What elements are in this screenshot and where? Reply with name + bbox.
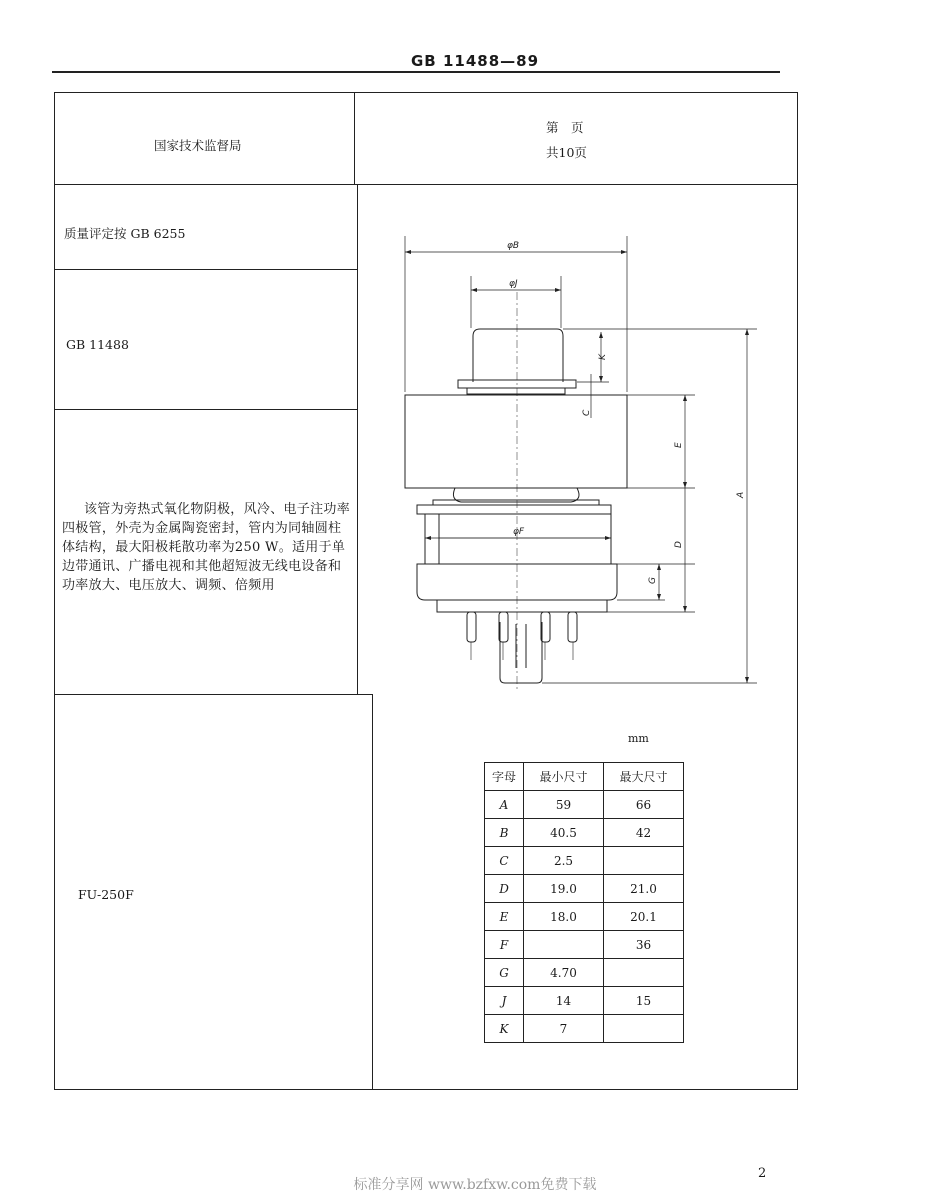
left-row-divider-2: [54, 409, 358, 410]
total-pages: 共10页: [546, 145, 587, 160]
row-letter: F: [485, 931, 524, 959]
row-letter: G: [485, 959, 524, 987]
table-row: [485, 819, 684, 847]
table-row: [485, 931, 684, 959]
row-max: 42: [604, 819, 684, 847]
tube-description: 该管为旁热式氧化物阴极，风冷、电子注功率四极管，外壳为金属陶瓷密封，管内为同轴圆柱体结构，最大阳极耗散功率为250 W。适用于单边带通讯、广播电视和其他超短波无线电设备和功率放大、电压放大、调频、倍频用: [62, 502, 351, 593]
authority-label: 国家技术监督局: [154, 138, 242, 153]
header-row-divider: [54, 184, 798, 185]
table-row: [485, 987, 684, 1015]
row-min: 14: [524, 987, 604, 1015]
watermark-footer: 标准分享网 www.bzfxw.com免费下载: [353, 1177, 597, 1193]
dim-label-G: G: [648, 577, 658, 584]
dim-label-D: D: [674, 541, 684, 548]
dim-label-A: A: [736, 491, 746, 498]
row-max: 20.1: [604, 903, 684, 931]
column-divider-lower: [357, 184, 358, 694]
row-min: 2.5: [524, 847, 604, 875]
page-label: 第 页: [546, 120, 584, 135]
column-divider-upper: [354, 92, 355, 184]
tube-outline-drawing: [395, 232, 765, 694]
row-letter: J: [485, 987, 524, 1015]
dim-label-E: E: [674, 442, 684, 448]
row-max: 21.0: [604, 875, 684, 903]
header-rule: [52, 71, 780, 73]
row-letter: D: [485, 875, 524, 903]
unit-label: mm: [628, 732, 649, 745]
left-row-divider-3: [54, 694, 372, 695]
row-letter: B: [485, 819, 524, 847]
quality-assessment-text: 质量评定按 GB 6255: [64, 226, 186, 241]
standard-number-header: GB 11488—89: [410, 52, 540, 70]
row-max: 36: [604, 931, 684, 959]
header-min: 最小尺寸: [524, 763, 604, 791]
table-row: [485, 791, 684, 819]
dim-label-phiB: φB: [507, 241, 520, 251]
column-divider-bottom: [372, 694, 373, 1090]
dim-label-K: K: [598, 354, 608, 360]
row-min: 59: [524, 791, 604, 819]
table-row: [485, 903, 684, 931]
header-letter: 字母: [485, 763, 524, 791]
dim-label-phiJ: φJ: [509, 279, 518, 289]
row-min: 40.5: [524, 819, 604, 847]
row-min: 18.0: [524, 903, 604, 931]
dim-label-C: C: [582, 409, 592, 416]
row-letter: A: [485, 791, 524, 819]
row-min: [524, 931, 604, 959]
header-max: 最大尺寸: [604, 763, 684, 791]
row-max: [604, 959, 684, 987]
table-row: [485, 875, 684, 903]
table-row: [485, 1015, 684, 1043]
table-header-row: [485, 763, 684, 791]
dimension-table: [484, 762, 684, 1043]
row-max: 15: [604, 987, 684, 1015]
table-row: [485, 847, 684, 875]
row-letter: E: [485, 903, 524, 931]
standard-reference: GB 11488: [66, 337, 129, 352]
row-max: [604, 1015, 684, 1043]
row-min: 7: [524, 1015, 604, 1043]
dim-label-phiF: φF: [513, 527, 525, 537]
row-max: 66: [604, 791, 684, 819]
model-number: FU-250F: [78, 887, 134, 902]
page-number: 2: [758, 1166, 767, 1181]
row-letter: C: [485, 847, 524, 875]
row-min: 19.0: [524, 875, 604, 903]
table-row: [485, 959, 684, 987]
row-min: 4.70: [524, 959, 604, 987]
row-letter: K: [485, 1015, 524, 1043]
row-max: [604, 847, 684, 875]
left-row-divider-1: [54, 269, 358, 270]
